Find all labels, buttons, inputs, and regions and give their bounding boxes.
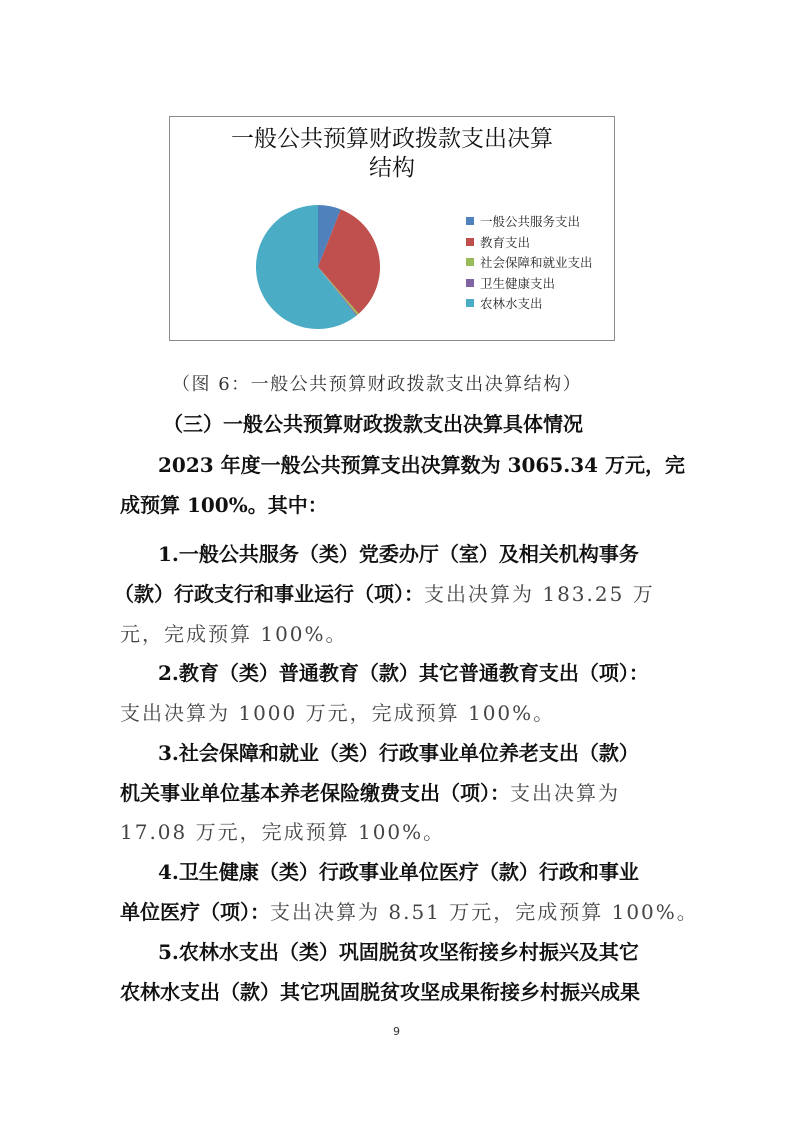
intro-line-1: 2023 年度一般公共预算支出决算数为 3065.34 万元，完 <box>158 453 686 477</box>
item1-line-2-bold: （款）行政支行和事业运行（项）： <box>114 582 424 606</box>
item1-line-1: 1.一般公共服务（类）党委办厅（室）及相关机构事务 <box>158 542 639 566</box>
pie-chart <box>169 116 615 341</box>
item3-line-1: 3.社会保障和就业（类）行政事业单位养老支出（款） <box>158 741 639 765</box>
figure-caption: （图 6：一般公共预算财政拨款支出决算结构） <box>172 374 583 395</box>
section-heading: （三）一般公共预算财政拨款支出决算具体情况 <box>163 412 583 436</box>
legend-item <box>466 252 593 273</box>
legend-label: 卫生健康支出 <box>480 275 556 291</box>
item4-line-2 <box>120 892 699 932</box>
legend-swatch <box>466 238 474 246</box>
legend-label: 农林水支出 <box>480 296 543 312</box>
item2-line-1: 2.教育（类）普通教育（款）其它普通教育支出（项）： <box>158 661 649 685</box>
item2-line-2: 支出决算为 1000 万元，完成预算 100%。 <box>120 701 556 725</box>
item4-line-2-bold: 单位医疗（项）： <box>120 900 270 924</box>
legend-swatch <box>466 279 474 287</box>
item1-line-3: 元，完成预算 100%。 <box>120 622 348 646</box>
legend-swatch <box>466 299 474 307</box>
legend-item <box>466 211 593 232</box>
item1-line-2-light: 支出决算为 183.25 万 <box>424 582 655 606</box>
item3-line-3: 17.08 万元，完成预算 100%。 <box>120 820 446 844</box>
legend-label: 一般公共服务支出 <box>480 214 581 230</box>
item4-line-1: 4.卫生健康（类）行政事业单位医疗（款）行政和事业 <box>158 860 639 884</box>
item1-line-2 <box>114 574 674 614</box>
item5-line-1: 5.农林水支出（类）巩固脱贫攻坚衔接乡村振兴及其它 <box>158 940 639 964</box>
item3-line-2-bold: 机关事业单位基本养老保险缴费支出（项）： <box>120 781 510 805</box>
chart-legend <box>466 211 593 314</box>
item4-line-2-light: 支出决算为 8.51 万元，完成预算 100%。 <box>270 900 699 924</box>
item5-line-2: 农林水支出（款）其它巩固脱贫攻坚成果衔接乡村振兴成果 <box>120 980 640 1004</box>
legend-label: 社会保障和就业支出 <box>480 255 593 271</box>
item3-line-2-light: 支出决算为 <box>510 781 620 805</box>
pie-plot <box>240 197 400 337</box>
item3-line-2 <box>120 773 680 813</box>
legend-item <box>466 273 593 294</box>
page-number: 9 <box>393 1025 400 1038</box>
chart-title-line-2: 结构 <box>369 155 415 181</box>
chart-title <box>170 125 614 183</box>
legend-swatch <box>466 258 474 266</box>
legend-swatch <box>466 217 474 225</box>
legend-item <box>466 293 593 314</box>
intro-line-2: 成预算 100%。其中： <box>120 493 328 517</box>
legend-label: 教育支出 <box>480 234 531 250</box>
legend-item <box>466 232 593 253</box>
chart-title-line-1: 一般公共预算财政拨款支出决算 <box>231 126 553 152</box>
